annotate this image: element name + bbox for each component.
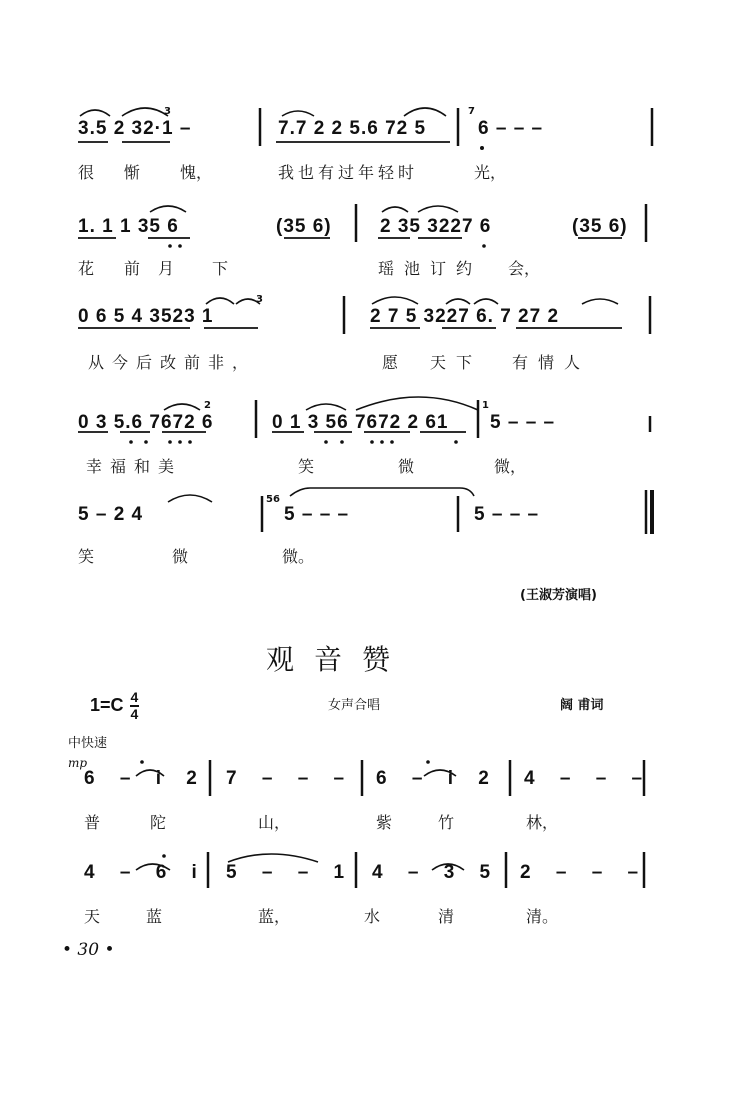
notes-line2-measure2: 2 35 3227 6 — [380, 216, 492, 237]
lyric: 前 — [124, 259, 141, 278]
notes-s2-line2-m1: 4 – 6 i — [84, 862, 207, 883]
lyric: 笑 — [298, 457, 315, 476]
lyric: 紫 — [376, 813, 393, 832]
notes-s2-line1-m2: 7 – – – — [226, 768, 355, 789]
lyric: 笑 — [78, 547, 95, 566]
notes-line4-measure3: 5 – – – — [490, 412, 556, 433]
lyric: 水 — [364, 907, 381, 926]
notes-s2-line2-m3: 4 – 3 5 — [372, 862, 501, 883]
lyric: 订约 — [430, 259, 483, 278]
notes-line4-measure2: 0 1 3 56 7672 2 61 — [272, 412, 449, 433]
lyric: 山， — [258, 813, 291, 832]
time-bottom: 4 — [130, 706, 139, 722]
lyric: 会， — [508, 259, 541, 278]
lyric: 竹 — [438, 813, 455, 832]
dynamic-marking: mp — [68, 756, 88, 770]
lyric: 林， — [526, 813, 559, 832]
lyric: 光， — [474, 163, 507, 182]
grace-note: 56 — [266, 494, 280, 505]
lyric: 愧， — [180, 163, 213, 182]
notes-line2-measure2b: (35 6) — [572, 216, 628, 237]
notes-s2-line1-m3: 6 – i 2 — [376, 768, 499, 789]
lyric: 普 — [84, 813, 101, 832]
notes-line3-measure1: 0 6 5 4 3523 1 — [78, 306, 214, 327]
lyric: 下 — [212, 259, 229, 278]
lyric: 蓝， — [258, 907, 291, 926]
lyric: 从今后改前非， — [88, 353, 257, 372]
lyric: 天 — [84, 907, 101, 926]
notes-line5-measure2: 5 – – – — [284, 504, 350, 525]
lyric: 微 — [172, 547, 189, 566]
lyric: 蓝 — [146, 907, 163, 926]
slurs — [80, 108, 618, 870]
beams — [78, 142, 622, 432]
singer-credit: (王淑芳演唱) — [520, 588, 597, 603]
lyric: 惭 — [124, 163, 141, 182]
grace-note: 2 — [204, 400, 211, 411]
bar-lines — [208, 108, 652, 888]
key-label: 1=C — [90, 694, 124, 715]
notes-line5-measure3: 5 – – – — [474, 504, 540, 525]
lyric: 有情人 — [512, 353, 591, 372]
lyric: 陀 — [150, 813, 167, 832]
lyric: 愿 — [382, 353, 399, 372]
lyric: 微 — [398, 457, 415, 476]
lyric: 幸福和美 — [86, 457, 183, 476]
grace-note: 1 — [482, 400, 489, 411]
lyric: 清 — [438, 907, 455, 926]
time-top: 4 — [130, 689, 139, 705]
lyric: 我也有过年轻时 — [278, 163, 419, 182]
voice-type: 女声合唱 — [328, 698, 381, 713]
lyric: 天下 — [430, 353, 483, 372]
notes-line4-measure1: 0 3 5.6 7672 6 — [78, 412, 214, 433]
notes-line1-measure1: 3.5 2 32·1 – — [78, 118, 192, 139]
grace-note: 7 — [468, 106, 475, 117]
notes-line5-measure1: 5 – 2 4 — [78, 504, 144, 525]
lyric: 瑶池 — [378, 259, 431, 278]
lyricist-credit: 阔 甫词 — [560, 698, 604, 713]
lyric: 很 — [78, 163, 95, 182]
song-title: 观音赞 — [266, 643, 411, 676]
lyric: 清。 — [526, 907, 559, 926]
lyric: 微， — [494, 457, 527, 476]
notes-s2-line1-m4: 4 – – – — [524, 768, 653, 789]
notes-s2-line2-m2: 5 – – 1 — [226, 862, 355, 883]
notes-s2-line1-m1: 6 – i 2 — [84, 768, 207, 789]
grace-note: 3 — [256, 294, 263, 305]
notes-line1-measure2: 7.7 2 2 5.6 72 5 — [278, 118, 427, 139]
grace-note: 3 — [164, 106, 171, 117]
notes-line2-measure1: 1. 1 1 35 6 — [78, 216, 179, 237]
lyric: 月 — [158, 259, 175, 278]
lyric: 微。 — [282, 547, 315, 566]
notes-line3-measure2: 2 7 5 3227 6. 7 27 2 — [370, 306, 560, 327]
page-number: • 30 • — [62, 940, 115, 960]
lyric: 花 — [78, 259, 95, 278]
notes-line2-measure1b: (35 6) — [276, 216, 332, 237]
tempo-marking: 中快速 — [68, 736, 108, 751]
notes-s2-line2-m4: 2 – – – — [520, 862, 649, 883]
octave-dots — [129, 146, 486, 858]
notes-line1-measure3: 6 – – – — [478, 118, 544, 139]
